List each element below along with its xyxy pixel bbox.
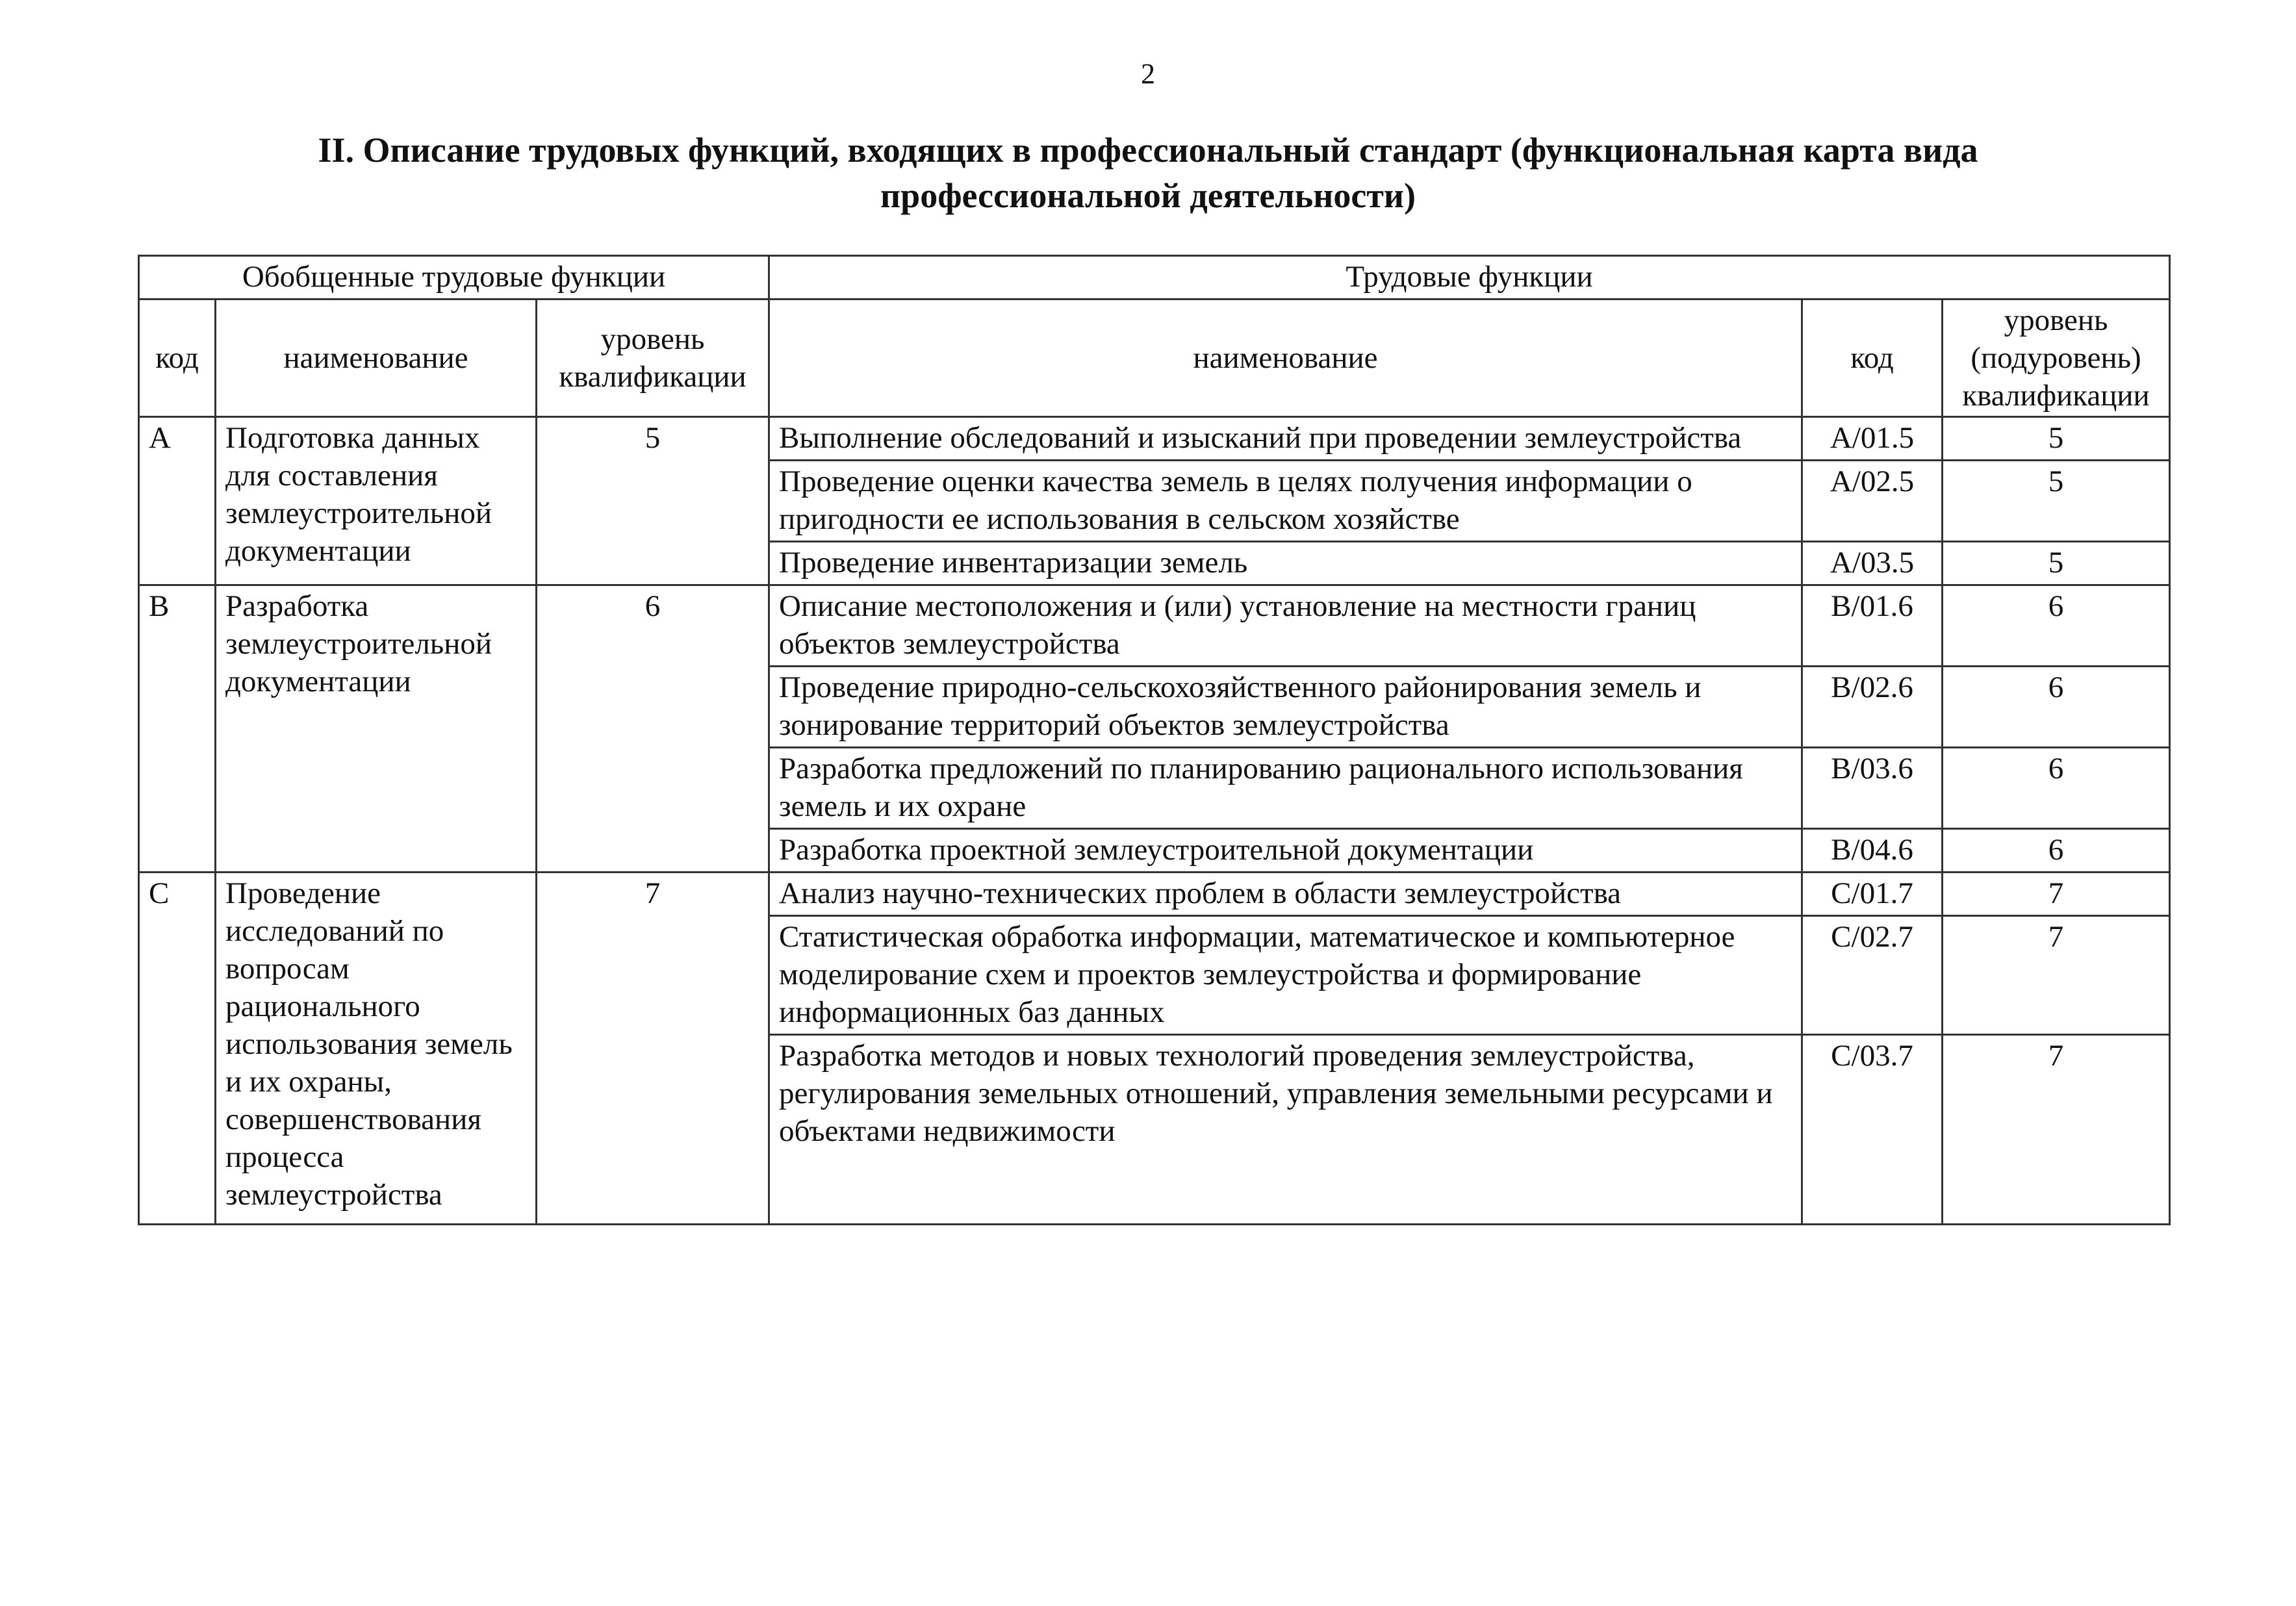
functional-map-table — [138, 255, 2171, 1225]
func-level-header: уровень (подуровень) квалификации — [1943, 300, 2170, 417]
group-header-row — [139, 256, 2170, 300]
function-name-cell: Разработка предложений по планированию рационального использования земель и их охране — [769, 748, 1802, 829]
function-level-cell: 5 — [1943, 417, 2170, 461]
function-level-cell: 5 — [1943, 542, 2170, 585]
function-name-cell: Анализ научно-технических проблем в области землеустройства — [769, 873, 1802, 916]
function-level-cell: 6 — [1943, 585, 2170, 667]
function-name-cell: Разработка проектной землеустроительной документации — [769, 829, 1802, 873]
function-name-cell: Проведение природно-сельскохозяйственного районирования земель и зонирование территорий объектов землеустройства — [769, 667, 1802, 748]
page-number: 2 — [1141, 58, 1155, 90]
function-code-cell: A/03.5 — [1802, 542, 1943, 585]
group-name-cell: Подготовка данных для составления землеустроительной документации — [216, 417, 537, 585]
func-name-header: наименование — [769, 300, 1802, 417]
gen-level-header: уровень квалификации — [537, 300, 769, 417]
table-row — [139, 417, 2170, 461]
generalized-functions-header: Обобщенные трудовые функции — [139, 256, 769, 300]
function-name-cell: Разработка методов и новых технологий проведения землеустройства, регулирования земельных отношений, управления земельными ресурсами и объектами недвижимости — [769, 1035, 1802, 1225]
function-code-cell: B/02.6 — [1802, 667, 1943, 748]
group-level-cell: 6 — [537, 585, 769, 873]
function-name-cell: Проведение оценки качества земель в целях получения информации о пригодности ее использования в сельском хозяйстве — [769, 461, 1802, 542]
function-code-cell: A/02.5 — [1802, 461, 1943, 542]
group-level-cell: 5 — [537, 417, 769, 585]
function-level-cell: 7 — [1943, 873, 2170, 916]
group-code-cell: A — [139, 417, 216, 585]
functional-map-table-container — [138, 255, 2171, 1225]
function-level-cell: 7 — [1943, 916, 2170, 1035]
labor-functions-header: Трудовые функции — [769, 256, 2170, 300]
function-level-cell: 6 — [1943, 667, 2170, 748]
function-code-cell: A/01.5 — [1802, 417, 1943, 461]
group-level-cell: 7 — [537, 873, 769, 1225]
group-code-cell: C — [139, 873, 216, 1225]
function-level-cell: 7 — [1943, 1035, 2170, 1225]
function-code-cell: B/03.6 — [1802, 748, 1943, 829]
page-title: II. Описание трудовых функций, входящих в профессиональный стандарт (функциональная карта вида профессиональной деятельности) — [318, 131, 1978, 215]
function-level-cell: 5 — [1943, 461, 2170, 542]
group-name-cell: Проведение исследований по вопросам рационального использования земель и их охраны, совершенствования процесса землеустройства — [216, 873, 537, 1225]
function-code-cell: B/01.6 — [1802, 585, 1943, 667]
gen-name-header: наименование — [216, 300, 537, 417]
column-header-row — [139, 300, 2170, 417]
function-code-cell: C/01.7 — [1802, 873, 1943, 916]
table-row — [139, 873, 2170, 916]
function-name-cell: Проведение инвентаризации земель — [769, 542, 1802, 585]
func-code-header: код — [1802, 300, 1943, 417]
function-level-cell: 6 — [1943, 748, 2170, 829]
gen-code-header: код — [139, 300, 216, 417]
function-name-cell: Статистическая обработка информации, математическое и компьютерное моделирование схем и проектов землеустройства и формирование информационных баз данных — [769, 916, 1802, 1035]
group-name-cell: Разработка землеустроительной документации — [216, 585, 537, 873]
group-code-cell: B — [139, 585, 216, 873]
function-code-cell: C/02.7 — [1802, 916, 1943, 1035]
function-level-cell: 6 — [1943, 829, 2170, 873]
function-name-cell: Выполнение обследований и изысканий при проведении землеустройства — [769, 417, 1802, 461]
function-code-cell: B/04.6 — [1802, 829, 1943, 873]
table-row — [139, 585, 2170, 667]
function-name-cell: Описание местоположения и (или) установление на местности границ объектов землеустройства — [769, 585, 1802, 667]
function-code-cell: C/03.7 — [1802, 1035, 1943, 1225]
